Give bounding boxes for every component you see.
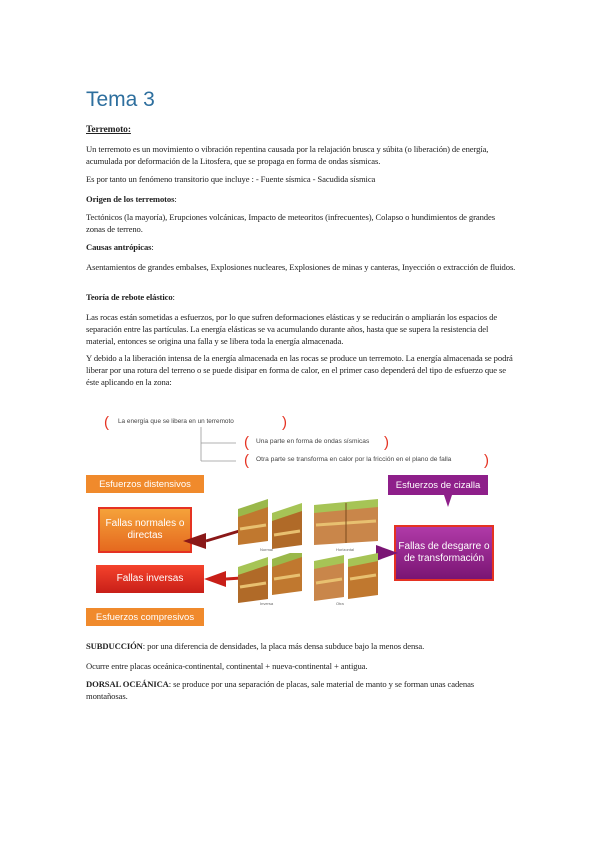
desgarre-box: Fallas de desgarre o de transformación <box>394 525 494 581</box>
reverse-fault-block <box>236 553 306 603</box>
ocurre-text: Ocurre entre placas oceánica-continental, continental + nueva-continental + antigua. <box>86 661 368 671</box>
antropicas-line: Causas antrópicas: <box>86 242 154 252</box>
distensivos-bar: Esfuerzos distensivos <box>86 475 204 493</box>
strike-slip-block <box>312 553 382 603</box>
terremoto-includes: Es por tanto un fenómeno transitorio que incluye : - Fuente sísmica - Sacudida sísmica <box>86 174 376 184</box>
subduccion-text: : por una diferencia de densidades, la placa más densa subduce bajo la menos densa. <box>142 641 425 651</box>
horizontal-fault-block <box>312 499 382 549</box>
origen-heading: Origen de los terremotos <box>86 194 175 204</box>
page-title: Tema 3 <box>86 88 155 111</box>
block-label: Otra <box>336 601 344 606</box>
antropicas-text: Asentamientos de grandes embalses, Explosiones nucleares, Explosiones de minas y canteras, Inyección o extracción de fluidos. <box>86 262 516 272</box>
rebote-text: Las rocas están sometidas a esfuerzos, por lo que sufren deformaciones elásticas y se reducirán o ampliarán los espacios de separación entre las partículas. La energía elásticas se va acumulando durante años, hasta que se supera la resistencia del material, entonces se origina una falla y se libera toda la energía almacenada. <box>86 312 498 346</box>
dorsal-line <box>86 678 516 702</box>
left-bracket: ( <box>244 434 249 451</box>
normal-fault-block <box>236 499 306 549</box>
antropicas-heading: Causas antrópicas <box>86 242 152 252</box>
right-bracket: ) <box>484 452 489 469</box>
terremoto-heading: Terremoto: <box>86 125 131 135</box>
origen-text: Tectónicos (la mayoría), Erupciones volcánicas, Impacto de meteoritos (infrecuentes), Colapso o hundimientos de grandes zonas de terreno. <box>86 212 495 234</box>
subduccion-term: SUBDUCCIÓN <box>86 641 143 651</box>
right-bracket: ) <box>282 414 287 431</box>
compresivos-bar: Esfuerzos compresivos <box>86 608 204 626</box>
left-bracket: ( <box>104 414 109 431</box>
block-label: Horizontal <box>336 547 355 552</box>
waves-label: Una parte en forma de ondas sísmicas <box>256 438 370 445</box>
heat-label: Otra parte se transforma en calor por la fricción en el plano de falla <box>256 456 452 463</box>
dorsal-term: DORSAL OCEÁNICA <box>86 679 169 689</box>
cizalla-bar: Esfuerzos de cizalla <box>388 475 488 495</box>
normales-box: Fallas normales o directas <box>98 507 192 553</box>
rebote-heading: Teoría de rebote elástico <box>86 292 173 302</box>
liberacion-text: Y debido a la liberación intensa de la energía almacenada en las rocas se produce un terremoto. La energía almacenada se podrá liberar por una rotura del terreno o se puede disipar en forma de calor, en el primer caso dependerá del tipo de esfuerzo que se éste aplicando en la zona: <box>86 353 513 387</box>
rebote-line: Teoría de rebote elástico: <box>86 292 175 302</box>
subduccion-line <box>86 640 516 652</box>
origen-line: Origen de los terremotos: <box>86 194 177 204</box>
block-label: Normal <box>260 547 273 552</box>
terremoto-definition: Un terremoto es un movimiento o vibración repentina causada por la relajación brusca y súbita (o liberación) de energía, acumulada por deformación de la Litosfera, que se propaga en forma de ondas sísmicas. <box>86 144 489 166</box>
faults-figure <box>86 403 506 633</box>
left-bracket: ( <box>244 452 249 469</box>
block-label: Inversa <box>260 601 274 606</box>
dorsal-text: : se produce por una separación de placas, sale material de manto y se forman unas cadenas montañosas. <box>86 679 475 701</box>
right-bracket: ) <box>384 434 389 451</box>
inversas-box: Fallas inversas <box>96 565 204 593</box>
energy-label: La energía que se libera en un terremoto <box>118 418 234 425</box>
